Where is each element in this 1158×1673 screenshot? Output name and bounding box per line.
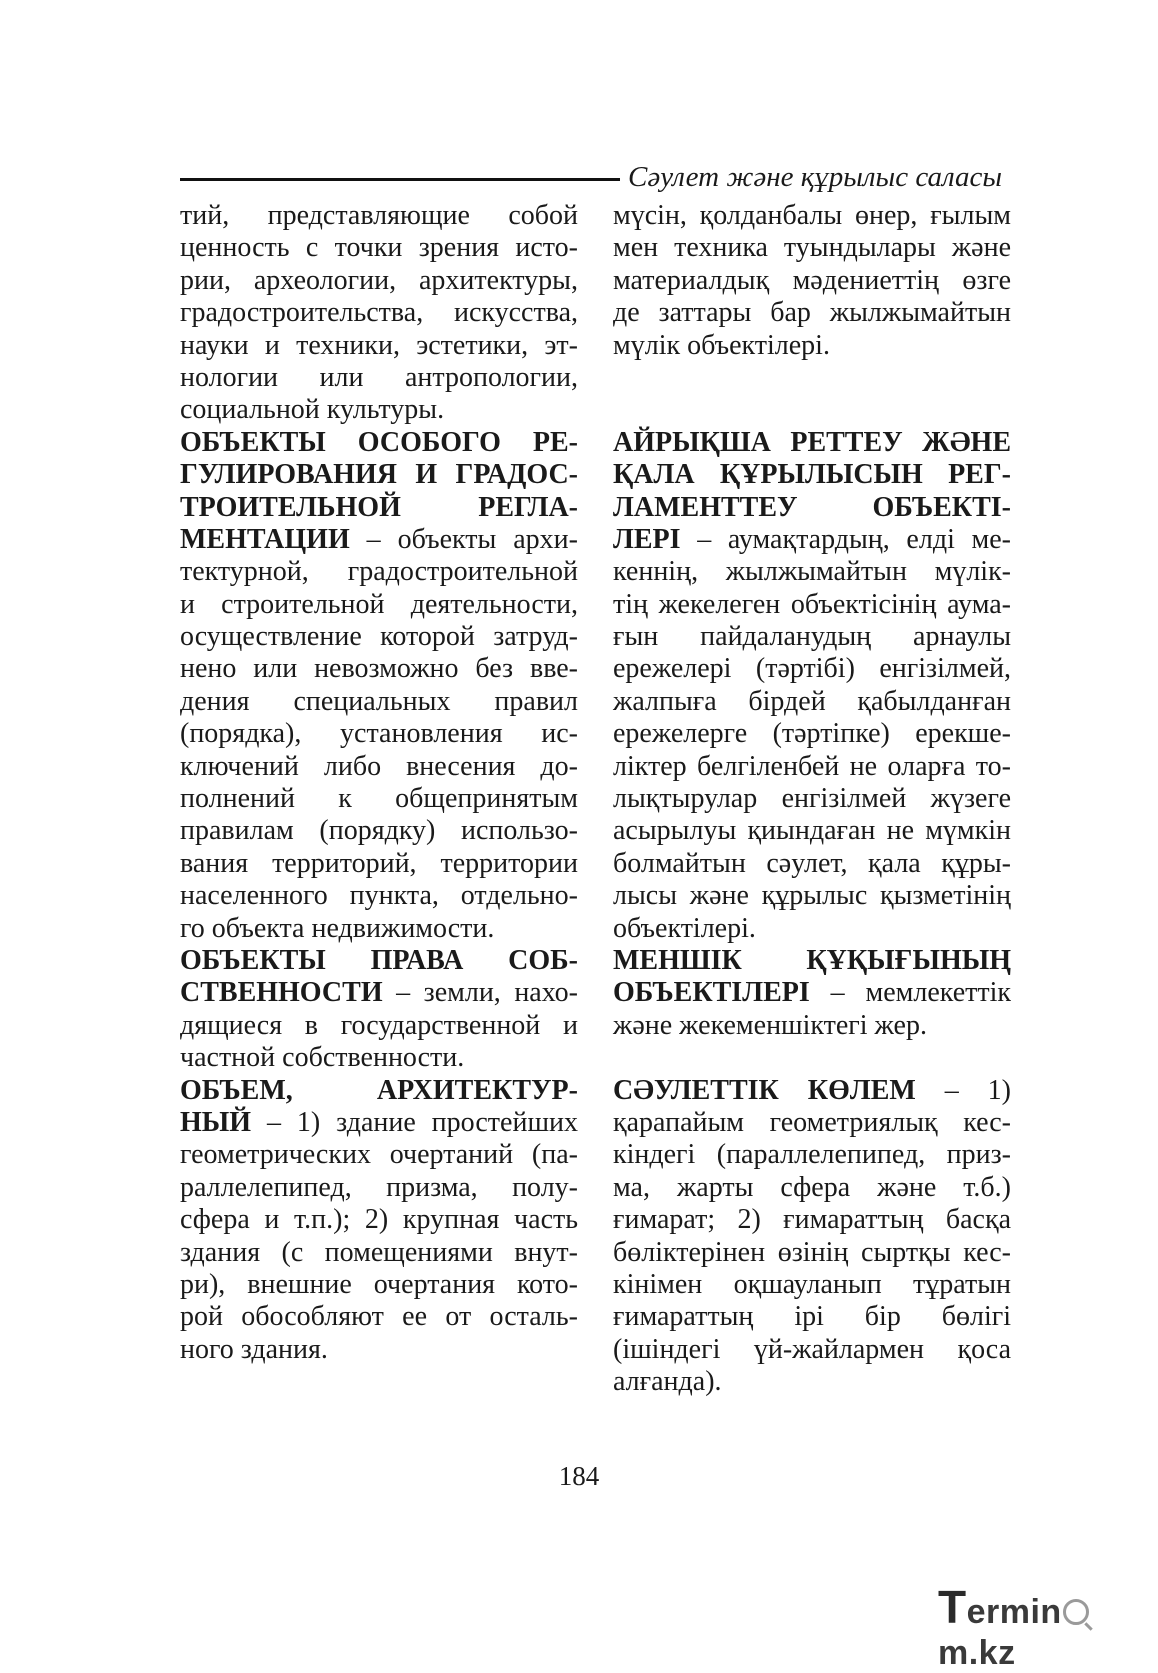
text-line: кеннің, жылжымайтын мүлік- [613,556,1011,588]
magnifier-icon [1063,1599,1089,1625]
text-line: правилам (порядку) использо- [180,815,578,847]
spacer [613,362,1011,427]
text-line: ри), внешние очертания кото- [180,1268,578,1300]
term-heading: ГУЛИРОВАНИЯ И ГРАДОС- [180,459,578,491]
watermark-text: ermin [966,1593,1062,1631]
text-line: осуществление которой затруд- [180,621,578,653]
text-line: қарапайым геометриялық кес- [613,1106,1011,1138]
text-line [613,1075,1011,1107]
term-heading: ОБЪЕКТІЛЕРІ [613,977,810,1009]
term-heading: ЛАМЕНТТЕУ ОБЪЕКТІ- [613,491,1011,523]
term-heading: СӘУЛЕТТІК КӨЛЕМ [613,1074,916,1106]
term-heading: МЕНШІК ҚҰҚЫҒЫНЫҢ [613,945,1011,976]
text-line: алғанда). [613,1366,722,1398]
definition-text: – 1) [915,1074,1011,1106]
text-line: ғимараттың ірі бір бөлігі [613,1301,1011,1333]
text-line: тий, представляющие собой [180,200,578,231]
term-heading-line [180,492,578,524]
text-line: асырылуы қиындаған не мүмкін [613,815,1011,847]
running-header: Сәулет және құрылыс саласы [628,161,1002,193]
text-line: сфера и т.п.); 2) крупная часть [180,1204,578,1236]
definition-text: – мемлекеттік [809,977,1011,1009]
text-line: ғимарат; 2) ғимараттың басқа [613,1204,1011,1236]
term-heading-line [180,1075,578,1107]
text-line [613,524,1011,556]
text-line: го объекта недвижимости. [180,912,495,944]
term-heading-line [180,459,578,491]
text-line: лысы және құрылыс қызметінің [613,880,1011,912]
text-line: ережелерге (тәртіпке) ерекше- [613,718,1011,750]
page-number: 184 [558,1461,600,1491]
text-line: полнений к общепринятым [180,783,578,815]
text-line [180,977,578,1009]
text-line: лықтырулар енгізілмей жүзеге [613,783,1011,815]
text-line: градостроительства, искусства, [180,297,578,329]
text-line: ліктер белгіленбей не оларға то- [613,750,1011,782]
term-heading: СТВЕННОСТИ [180,977,383,1009]
text-line: вания территорий, территории [180,847,578,879]
text-line: кіндегі (параллелепипед, приз- [613,1139,1011,1171]
text-line: болмайтын сәулет, қала құры- [613,847,1011,879]
text-line: бөліктерінен өзінің сыртқы кес- [613,1236,1011,1268]
text-line: и строительной деятельности, [180,588,578,620]
definition-text: – земли, нахо- [382,977,578,1009]
text-line: де заттары бар жылжымайтын [613,297,1011,329]
text-line: дящиеся в государственной и [180,1009,578,1041]
term-heading: ҚАЛА ҚҰРЫЛЫСЫН РЕГ- [613,459,1011,491]
text-line: рой обособляют ее от осталь- [180,1301,578,1333]
term-heading-line [180,945,578,977]
text-line: мен техника туындылары және [613,232,1011,264]
text-line: ключений либо внесения до- [180,750,578,782]
term-heading-line [613,459,1011,491]
term-heading-line [613,945,1011,977]
text-line: частной собственности. [180,1042,465,1074]
text-line: нено или невозможно без вве- [180,653,578,685]
text-line: ғын пайдаланудың арнаулы [613,621,1011,653]
term-heading: ОБЪЕКТЫ ПРАВА СОБ- [180,944,578,976]
text-line: ценность с точки зрения исто- [180,232,578,264]
term-heading: МЕНТАЦИИ [180,523,350,555]
definition-text: – 1) здание простейших [251,1106,578,1138]
term-heading: НЫЙ [180,1106,252,1138]
term-heading-line [180,427,578,459]
text-line: ного здания. [180,1333,328,1365]
text-line: здания (с помещениями внут- [180,1236,578,1268]
text-line: науки и техники, эстетики, эт- [180,329,578,361]
term-heading: ОБЪЕКТЫ ОСОБОГО РЕ- [180,426,578,458]
text-line: объектілері. [613,912,756,944]
term-heading-line [613,492,1011,524]
text-line: материалдық мәдениеттің өзге [613,264,1011,296]
text-line: жалпыға бірдей қабылданған [613,685,1011,717]
text-line: тектурной, градостроительной [180,556,578,588]
left-column [180,200,578,1366]
watermark-text: m.kz [938,1634,1016,1672]
term-heading-line [613,427,1011,459]
text-line: социальной культуры. [180,394,445,426]
text-line: рии, археологии, архитектуры, [180,264,578,296]
term-heading: ТРОИТЕЛЬНОЙ РЕГЛА- [180,491,578,523]
definition-text: – аумақтардың, елді ме- [680,523,1011,555]
right-column [613,200,1011,1398]
text-line: (ішіндегі үй-жайлармен қоса [613,1333,1011,1365]
text-line [180,1107,578,1139]
text-line: населенного пункта, отдельно- [180,880,578,912]
spacer [613,1042,1011,1074]
text-line: геометрических очертаний (па- [180,1139,578,1171]
term-heading: ОБЪЕМ, АРХИТЕКТУР- [180,1074,578,1106]
text-line: раллелепипед, призма, полу- [180,1171,578,1203]
text-line [180,524,578,556]
watermark-letter: T [938,1581,967,1633]
definition-text: – объекты архи- [349,523,578,555]
term-heading: ЛЕРІ [613,523,681,555]
text-line [613,977,1011,1009]
text-line: ма, жарты сфера және т.б.) [613,1171,1011,1203]
text-line: дения специальных правил [180,685,578,717]
text-line: ережелері (тәртібі) енгізілмей, [613,653,1011,685]
term-heading: АЙРЫҚША РЕТТЕУ ЖӘНЕ [613,426,1011,458]
text-line: және жекеменшіктегі жер. [613,1009,927,1041]
text-line: кінімен оқшауланып тұратын [613,1268,1011,1300]
watermark-logo [938,1580,1158,1673]
text-line: нологии или антропологии, [180,361,578,393]
header-rule [180,178,620,181]
text-line: мүлік объектілері. [613,329,830,361]
text-line: тің жекелеген объектісінің аума- [613,588,1011,620]
text-line: (порядка), установления ис- [180,718,578,750]
text-line: мүсін, қолданбалы өнер, ғылым [613,200,1011,231]
